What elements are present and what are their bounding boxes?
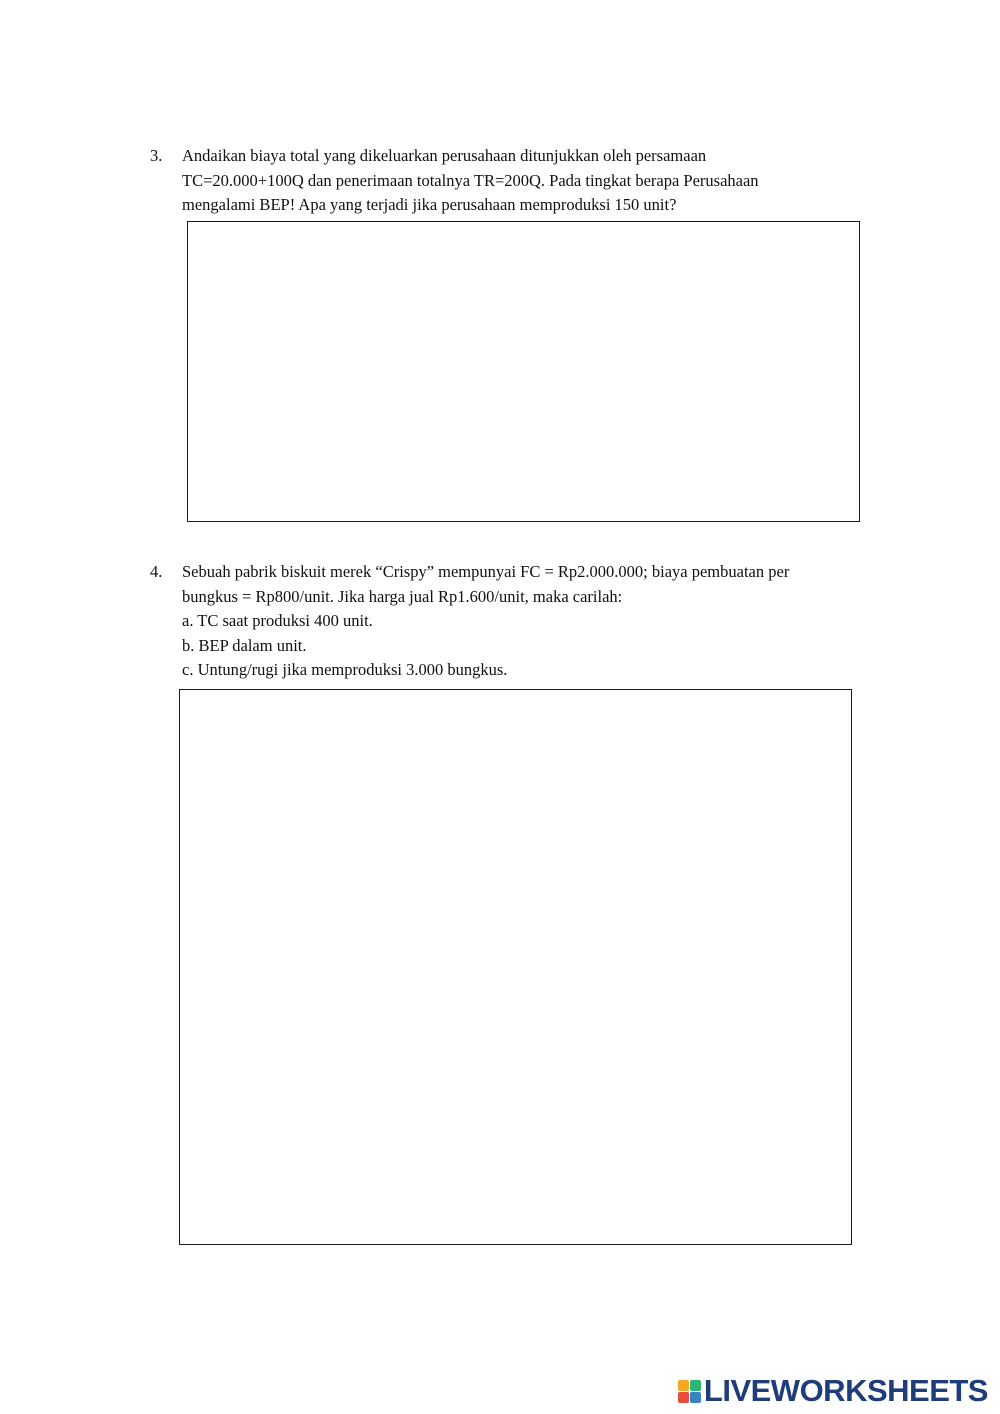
question-line: Sebuah pabrik biskuit merek “Crispy” mempunyai FC = Rp2.000.000; biaya pembuatan per [182, 562, 790, 581]
question-number: 4. [150, 562, 163, 581]
answer-box-question-3[interactable] [187, 221, 860, 522]
question-line: TC=20.000+100Q dan penerimaan totalnya TR=200Q. Pada tingkat berapa Perusahaan [182, 170, 759, 190]
question-number: 3. [150, 146, 163, 165]
question-line: mengalami BEP! Apa yang terjadi jika perusahaan memproduksi 150 unit? [182, 195, 677, 214]
question-subitem-c: c. Untung/rugi jika memproduksi 3.000 bungkus. [182, 660, 508, 679]
question-subitem-a: a. TC saat produksi 400 unit. [182, 611, 373, 630]
logo-text: LIVEWORKSHEETS [703, 1373, 988, 1408]
question-text [182, 144, 872, 218]
liveworksheets-logo [678, 1374, 988, 1408]
question-line: bungkus = Rp800/unit. Jika harga jual Rp1.600/unit, maka carilah: [182, 586, 623, 606]
logo-blocks-icon [678, 1380, 701, 1403]
answer-box-question-4[interactable] [179, 689, 852, 1245]
question-text [182, 560, 872, 683]
question-subitem-b: b. BEP dalam unit. [182, 635, 307, 655]
question-line: Andaikan biaya total yang dikeluarkan perusahaan ditunjukkan oleh persamaan [182, 146, 707, 165]
